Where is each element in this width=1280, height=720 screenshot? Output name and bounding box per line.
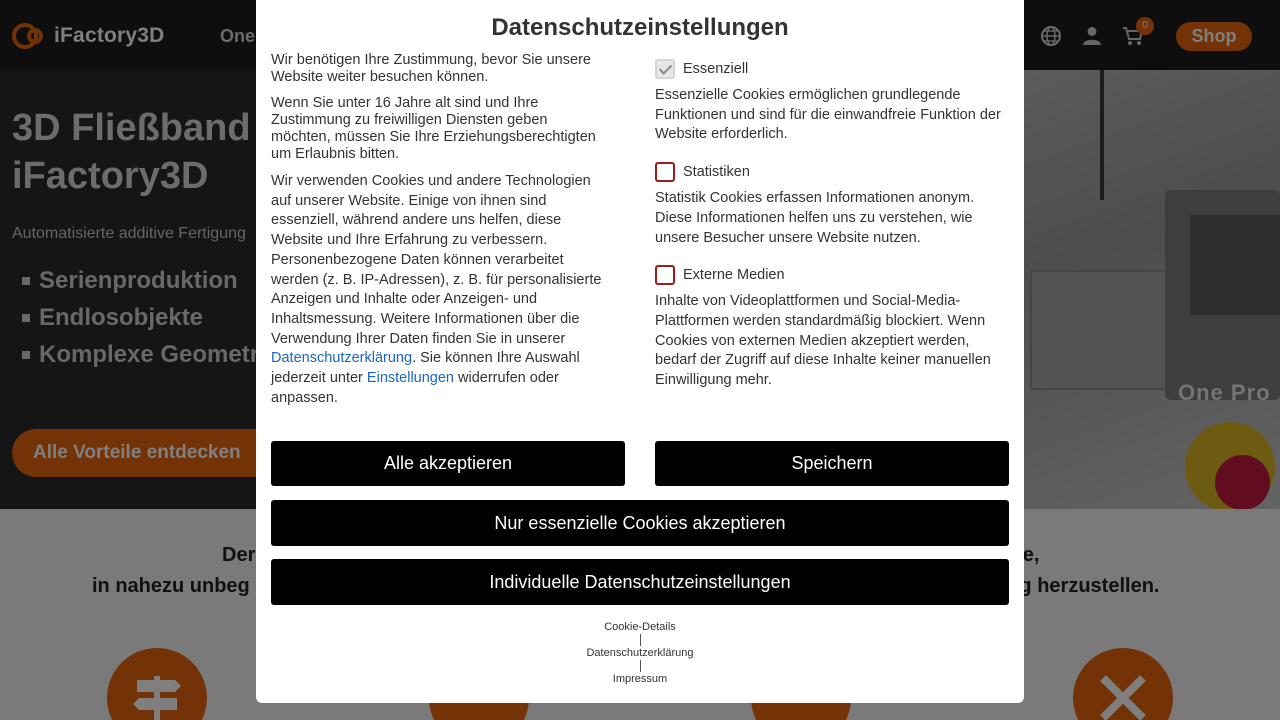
imprint-link[interactable]: Impressum	[612, 673, 668, 685]
consent-body-text: Wir verwenden Cookies und andere Technologien auf unserer Website. Einige von ihnen sind essenziell, während andere uns helfen, diese Website und Ihre Erfahrung zu verbessern. Personenbezogene Daten können verarbeitet werden (z. B. IP-Adressen), z. B. für personalisierte Anzeigen und Inhalte oder Anzeigen- und Inhaltsmessung. Weitere Informationen über die Verwendung Ihrer Daten finden Sie in unserer	[271, 173, 602, 347]
consent-body-text-2: . Sie können Ihre Auswahl jederzeit unter	[271, 350, 580, 387]
consent-under16: Wenn Sie unter 16 Jahre alt sind und Ihre Zustimmung zu freiwilligen Diensten geben möchten, müssen Sie Ihre Erziehungsberechtigten um Erlaubnis bitten.	[271, 95, 596, 162]
category-description: Essenzielle Cookies ermöglichen grundlegende Funktionen und sind für die einwandfreie Funktion der Website erforderlich.	[655, 87, 1001, 143]
category-external-media	[655, 264, 1005, 391]
cookie-details-link[interactable]: Cookie-Details	[604, 621, 676, 633]
privacy-settings-dialog	[256, 0, 1024, 703]
category-header	[655, 264, 1005, 286]
dialog-footer-links	[256, 620, 1024, 686]
dialog-title: Datenschutzeinstellungen	[491, 14, 789, 41]
category-header	[655, 161, 1005, 183]
privacy-policy-link[interactable]: Datenschutzerklärung	[271, 350, 413, 367]
link-divider	[640, 660, 641, 672]
category-description: Inhalte von Videoplattformen und Social-Media-Plattformen werden standardmäßig blockiert. Wenn Cookies von externen Medien akzeptiert werden, bedarf der Zugriff auf diese Inhalte keiner manuellen Einwilligung mehr.	[655, 293, 991, 389]
category-statistics	[655, 161, 1005, 248]
category-name[interactable]: Externe Medien	[683, 267, 785, 284]
save-button[interactable]: Speichern	[655, 441, 1009, 486]
consent-body	[271, 172, 611, 408]
consent-text-column	[271, 52, 611, 417]
category-header	[655, 58, 1005, 80]
external-media-checkbox[interactable]	[655, 265, 675, 285]
accept-all-button[interactable]: Alle akzeptieren	[271, 441, 625, 486]
cookie-categories	[655, 58, 1005, 407]
link-divider	[640, 634, 641, 646]
consent-body-text-3: widerrufen oder anpassen.	[271, 370, 559, 406]
category-name[interactable]: Statistiken	[683, 164, 750, 181]
statistics-checkbox[interactable]	[655, 162, 675, 182]
consent-intro: Wir benötigen Ihre Zustimmung, bevor Sie unsere Website weiter besuchen können.	[271, 52, 591, 85]
accept-essential-only-button[interactable]: Nur essenzielle Cookies akzeptieren	[271, 500, 1009, 546]
category-essential	[655, 58, 1005, 145]
settings-link[interactable]: Einstellungen	[366, 370, 454, 387]
category-description: Statistik Cookies erfassen Informationen anonym. Diese Informationen helfen uns zu verstehen, wie unsere Besucher unsere Website nutzen.	[655, 190, 975, 246]
footer-privacy-link[interactable]: Datenschutzerklärung	[586, 647, 694, 659]
essential-checkbox	[655, 59, 675, 79]
individual-settings-button[interactable]: Individuelle Datenschutzeinstellungen	[271, 559, 1009, 605]
category-name: Essenziell	[683, 61, 749, 77]
